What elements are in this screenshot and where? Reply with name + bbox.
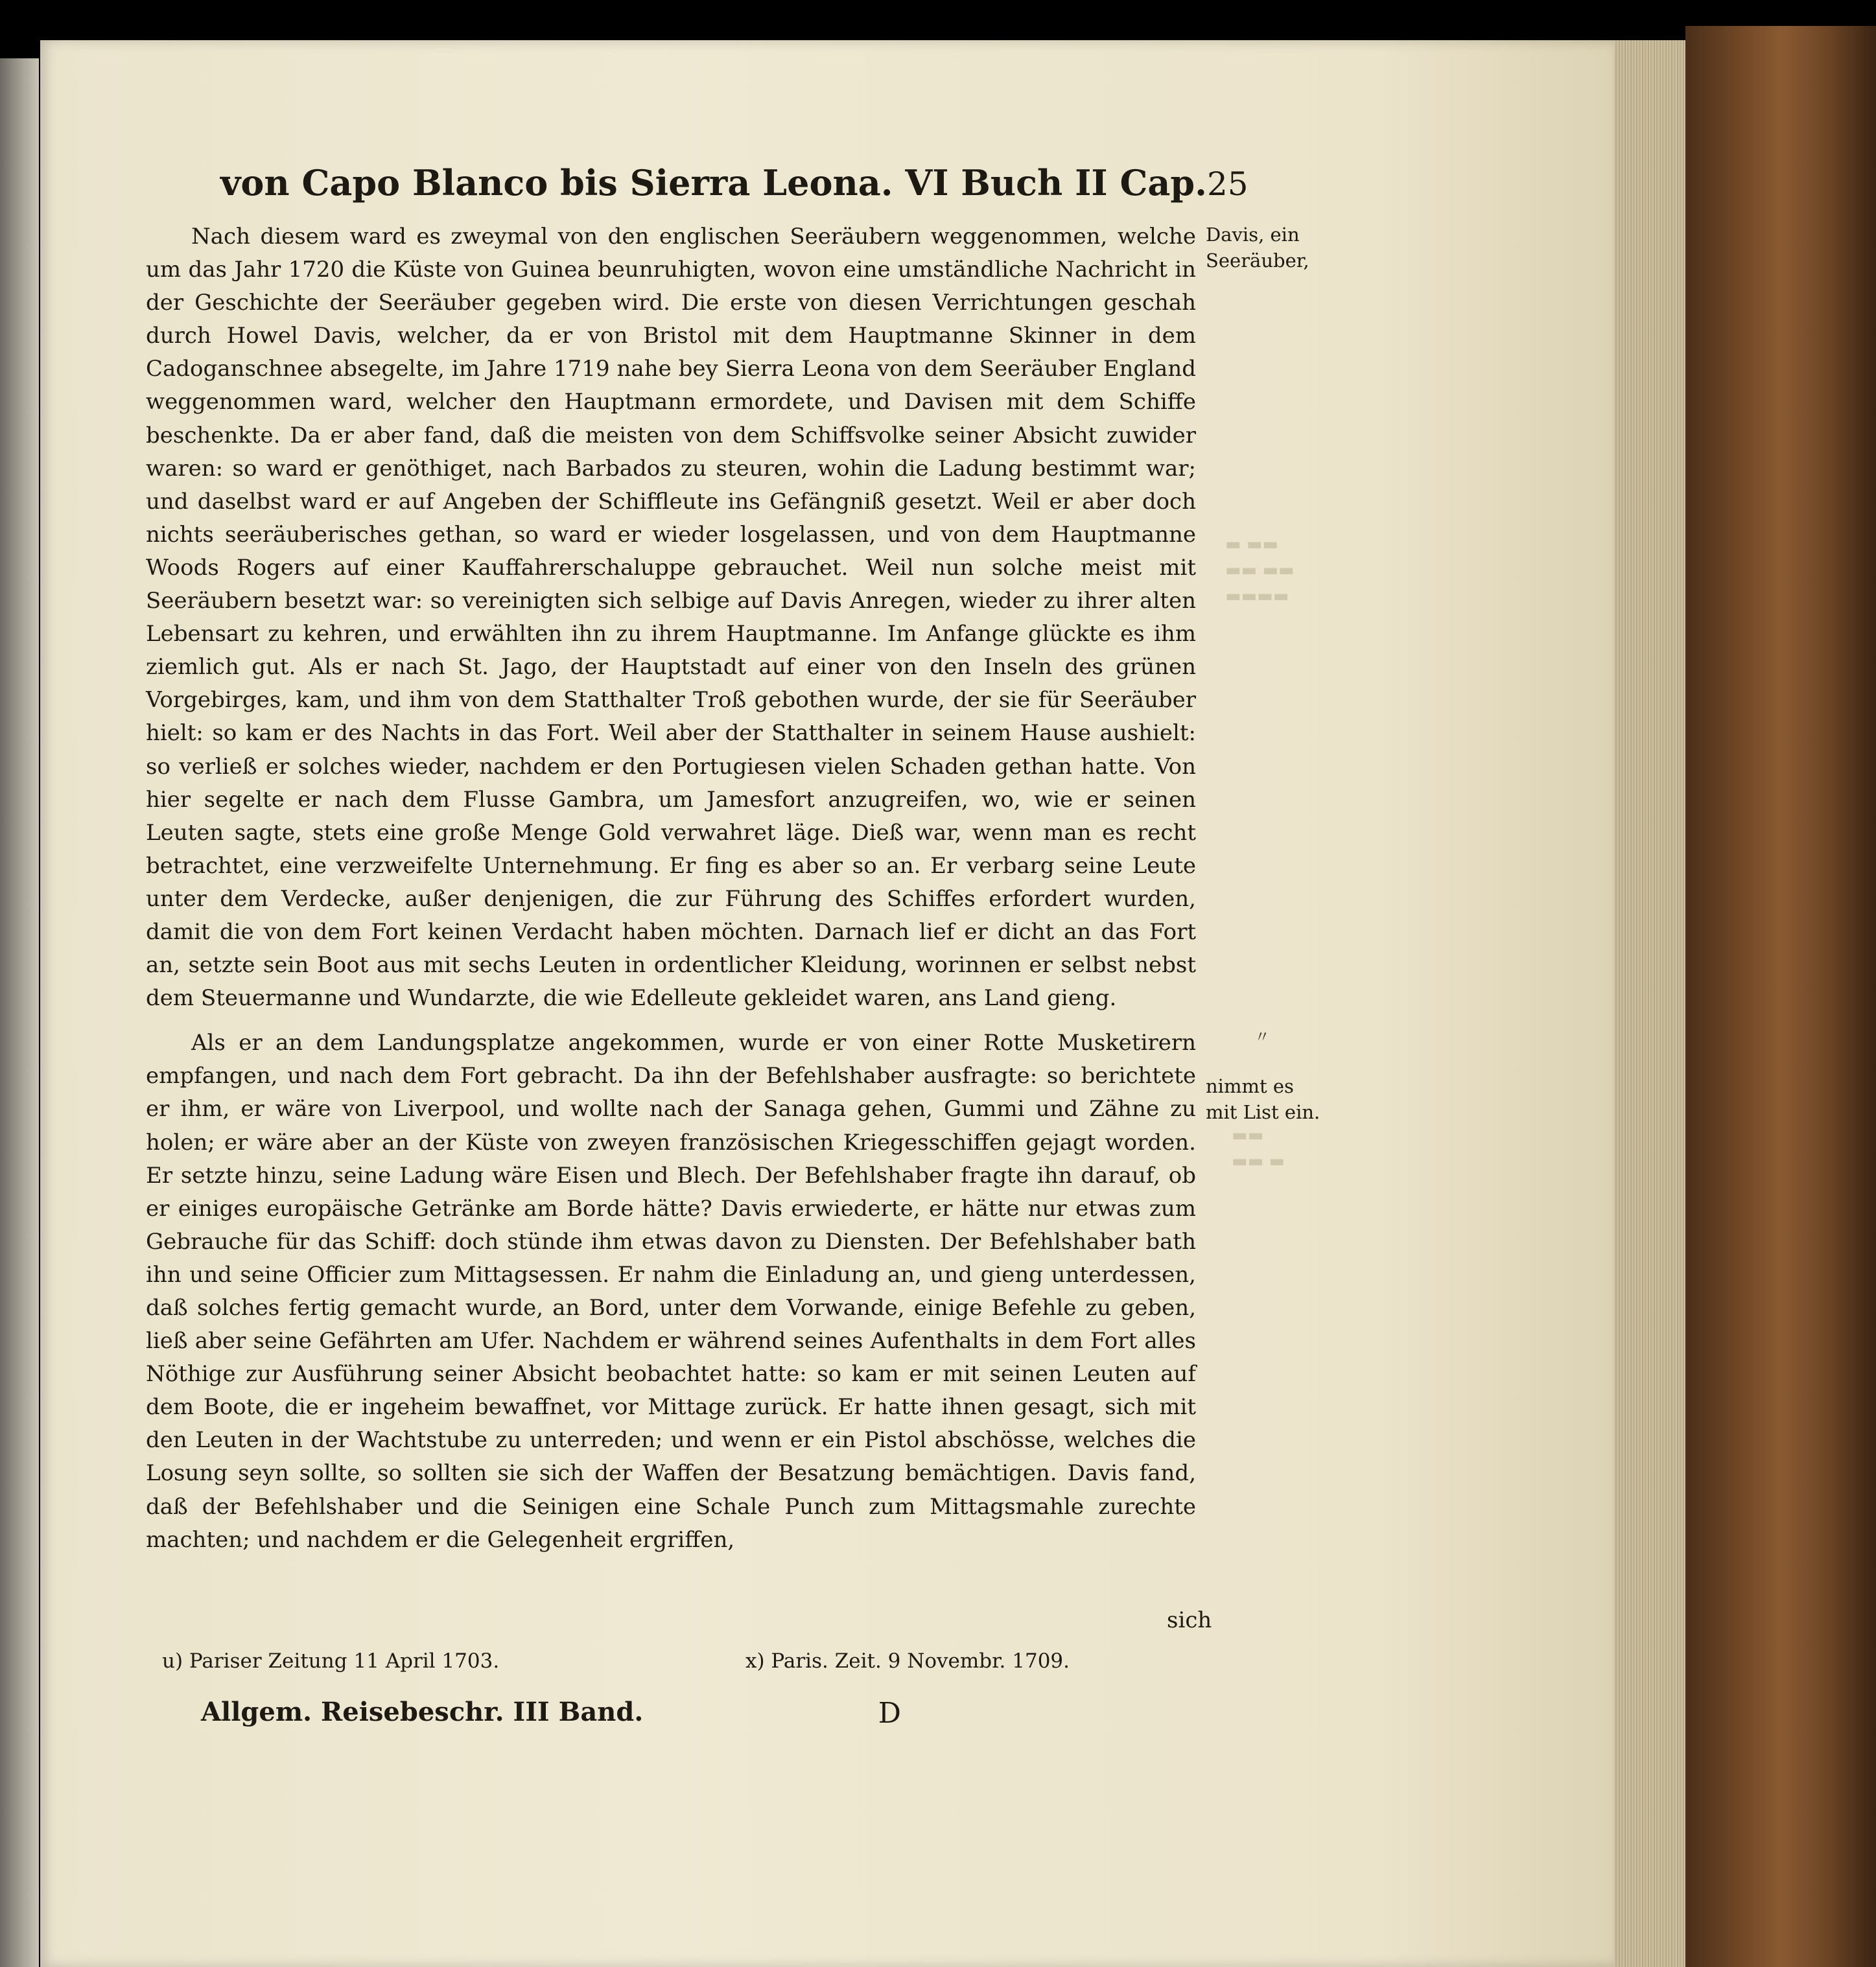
running-title: von Capo Blanco bis Sierra Leona. VI Buch II Cap.: [220, 162, 1207, 204]
ink-mark: 〃: [1254, 1028, 1270, 1046]
paragraph-text: Nach diesem ward es zweymal von den englischen Seeräubern weggenommen, welche um das Jahr 1720 die Küste von Guinea beunruhigten, wovon eine umständliche Nachricht in der Geschichte der Seeräuber gegeben wird. Die erste von diesen Verrichtungen geschah durch Howel Davis, welcher, da er von Bristol mit dem Hauptmanne Skinner in dem Cadoganschnee absegelte, im Jahre 1719 nahe bey Sierra Leona von dem Seeräuber England weggenommen ward, welcher den Hauptmann ermordete, und Davisen mit dem Schiffe beschenkte. Da er aber fand, daß die meisten von dem Schiffsvolke seiner Absicht zuwider waren: so ward er genöthiget, nach Barbados zu steuren, wohin die Ladung bestimmt war; und daselbst ward er auf Angeben der Schiffleute ins Gefängniß gesetzt. Weil er aber doch nichts seeräuberisches gethan, so ward er wieder losgelassen, und von dem Hauptmanne Woods Rogers auf einer Kauffahrerschaluppe gebrauchet. Weil nun solche meist mit Seeräubern besetzt war: so vereinigten sich selbige auf Davis Anregen, wieder zu ihrer alten Lebensart zu kehren, und erwählten ihn zu ihrem Hauptmanne. Im Anfange glückte es ihm ziemlich gut. Als er nach St. Jago, der Hauptstadt auf einer von den Inseln des grünen Vorgebirges, kam, und ihm von dem Statthalter Troß gebothen wurde, der sie für Seeräuber hielt: so kam er des Nachts in das Fort. Weil aber der Statthalter in seinem Hause aushielt: so verließ er solches wieder, nachdem er den Portugiesen vielen Schaden gethan hatte. Von hier segelte er nach dem Flusse Gambra, um Jamesfort anzugreifen, wo, wie er seinen Leuten sagte, stets eine große Menge Gold verwahret läge. Dieß war, wenn man es recht betrachtet, eine verzweifelte Unternehmung. Er fing es aber so an. Er verbarg seine Leute unter dem Verdecke, außer denjenigen, die zur Führung des Schiffes erfordert wurden, damit die von dem Fort keinen Verdacht haben möchten. Darnach lief er dicht an das Fort an, setzte sein Boot aus mit sechs Leuten in ordentlicher Kleidung, worinnen er selbst nebst dem Steuermanne und Wundarzte, die wie Edelleute gekleidet waren, ans Land gieng.: [146, 224, 1196, 1012]
marginal-note-line: mit List ein.: [1206, 1101, 1320, 1123]
footnotes: [162, 1649, 1070, 1673]
footnote: x) Paris. Zeit. 9 Novembr. 1709.: [745, 1649, 1070, 1673]
running-header: [220, 162, 1249, 214]
paragraph: [146, 220, 1196, 1015]
paragraph-text: Als er an dem Landungsplatze angekommen, wurde er von einer Rotte Musketirern empfangen, und nach dem Fort gebracht. Da ihn der Befehlshaber ausfragte: so berichtete er ihm, er wäre von Liverpool, und wollte nach der Sanaga gehen, Gummi und Zähne zu holen; er wäre aber an der Küste von zweyen französischen Kriegesschiffen gejagt worden. Er setzte hinzu, seine Ladung wäre Eisen und Blech. Der Befehlshaber fragte ihn darauf, ob er einiges europäische Getränke am Borde hätte? Davis erwiederte, er hätte nur etwas zum Gebrauche für das Schiff: doch stünde ihm etwas davon zu Diensten. Der Befehlshaber bath ihn und seine Officier zum Mittagsessen. Er nahm die Einladung an, und gieng unterdessen, daß solches fertig gemacht wurde, an Bord, unter dem Vorwande, einige Befehle zu geben, ließ aber seine Gefährten am Ufer. Nachdem er während seines Aufenthalts in dem Fort alles Nöthige zur Ausführung seiner Absicht beobachtet hatte: so kam er mit seinen Leuten auf dem Boote, die er ingeheim bewaffnet, vor Mittage zurück. Er hatte ihnen gesagt, sich mit den Leuten in der Wachtstube zu unterreden; und wenn er ein Pistol abschösse, welches die Losung seyn sollte, so sollten sie sich der Waffen der Besatzung bemächtigen. Davis fand, daß der Befehlshaber und die Seinigen eine Schale Punch zum Mittagsmahle zurechte machten; und nachdem er die Gelegenheit ergriffen,: [146, 1030, 1196, 1553]
printer-signature: Allgem. Reisebeschr. III Band.: [201, 1697, 644, 1727]
marginal-note: [1206, 1073, 1320, 1125]
page-block-edges: [1614, 40, 1685, 1967]
page-footer: [201, 1697, 901, 1730]
catchword: sich: [1167, 1607, 1212, 1633]
signature-mark: D: [878, 1697, 901, 1730]
show-through-ink: ▬ ▬▬ ▬▬ ▬▬ ▬▬▬▬: [1225, 535, 1295, 606]
footnote: u) Pariser Zeitung 11 April 1703.: [162, 1649, 500, 1673]
show-through-ink: ▬▬ ▬▬ ▬: [1232, 1126, 1285, 1171]
paragraph: [146, 1027, 1196, 1557]
marginal-note: [1206, 222, 1309, 274]
marginal-note-line: Davis, ein: [1206, 224, 1300, 246]
page-number: 25: [1206, 165, 1249, 203]
marginal-note-line: nimmt es: [1206, 1075, 1294, 1097]
main-text: [146, 220, 1196, 1557]
facing-page-edge: [0, 58, 39, 1967]
marginal-note-line: Seeräuber,: [1206, 250, 1309, 272]
book-binding: [1685, 26, 1876, 1967]
